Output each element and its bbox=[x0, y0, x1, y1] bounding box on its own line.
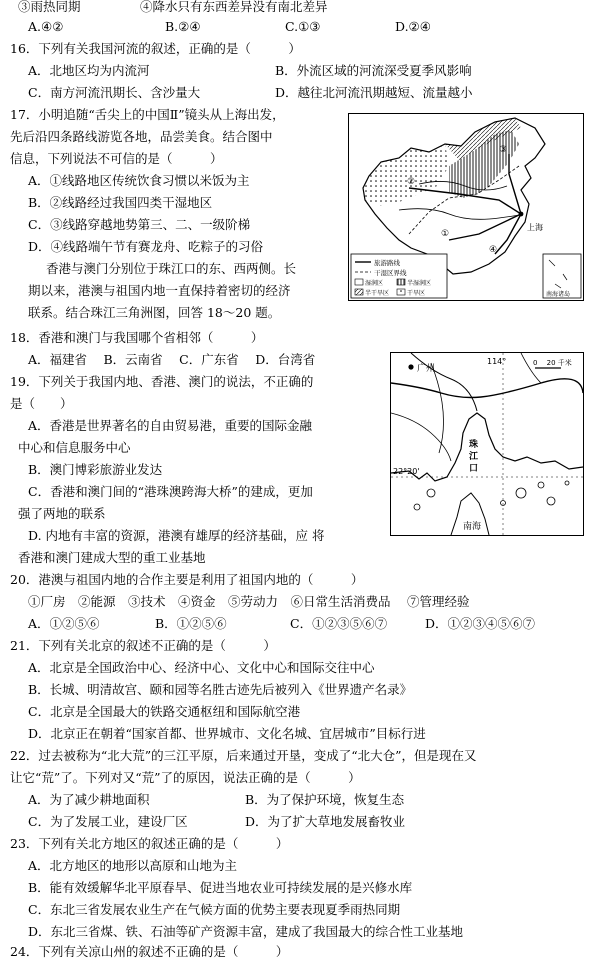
route-2-label: ② bbox=[407, 177, 416, 187]
question-21-stem: 21．下列有关北京的叙述不正确的是（ ） bbox=[10, 638, 276, 653]
legend-semihumid: 半湿润区 bbox=[407, 280, 432, 287]
route-1-label: ① bbox=[441, 229, 450, 239]
q22-option-c[interactable]: C．为了发展工业，建设厂区 bbox=[28, 814, 188, 829]
choice-c[interactable]: C.①③ bbox=[285, 19, 321, 34]
q16-option-a[interactable]: A．北地区均为内流河 bbox=[28, 63, 150, 78]
question-19-line2: 是（ ） bbox=[10, 396, 73, 411]
legend-humid: 湿润区 bbox=[365, 280, 384, 287]
choice-b[interactable]: B.②④ bbox=[165, 19, 201, 34]
q20-option-a[interactable]: A．①②⑤⑥ bbox=[28, 616, 100, 631]
question-22-line1: 22．过去被称为“北大荒”的三江平原，后来通过开垦，变成了“北大仓”，但是现在又 bbox=[10, 748, 477, 763]
q18-options[interactable]: A．福建省 B．云南省 C．广东省 D．台湾省 bbox=[28, 352, 316, 367]
q17-option-b[interactable]: B．②线路经过我国四类干湿地区 bbox=[28, 195, 213, 210]
legend-arid: 干旱区 bbox=[407, 290, 426, 297]
option-4: ④降水只有东西差异没有南北差异 bbox=[140, 0, 328, 14]
q19-option-a-line1[interactable]: A．香港是世界著名的自由贸易港，重要的国际金融 bbox=[28, 418, 313, 433]
q20-option-d[interactable]: D．①②③④⑤⑥⑦ bbox=[425, 616, 536, 631]
estuary-char-3: 口 bbox=[469, 464, 479, 474]
legend-route: 旅游路线 bbox=[374, 259, 400, 267]
q20-items: ①厂房 ②能源 ③技术 ④资金 ⑤劳动力 ⑥日常生活消费品 ⑦管理经验 bbox=[28, 594, 470, 609]
question-18-stem: 18．香港和澳门与我国哪个省相邻（ ） bbox=[10, 330, 264, 345]
question-20-stem: 20．港澳与祖国内地的合作主要是利用了祖国内地的（ ） bbox=[10, 572, 364, 587]
question-19-line1: 19．下列关于我国内地、香港、澳门的说法，不正确的 bbox=[10, 374, 314, 389]
legend-boundary: 干湿区界线 bbox=[374, 269, 407, 277]
option-3: ③雨热同期 bbox=[18, 0, 81, 14]
question-17-line2: 先后沿四条路线游览各地，品尝美食。结合图中 bbox=[10, 129, 273, 144]
estuary-char-2: 江 bbox=[469, 452, 479, 462]
route-4-label: ④ bbox=[489, 245, 498, 255]
pearl-river-delta-map bbox=[390, 352, 584, 536]
latitude-label: 22°20' bbox=[393, 467, 420, 476]
question-17-line1: 17．小明追随“舌尖上的中国Ⅱ”镜头从上海出发， bbox=[10, 107, 285, 122]
q19-option-c-line2: 强了两地的联系 bbox=[18, 506, 106, 521]
q21-option-d[interactable]: D．北京正在朝着“国家首都、世界城市、文化名城、宜居城市”目标行进 bbox=[28, 726, 426, 741]
question-22-line2: 让它“荒”了。下列对又“荒”了的原因，说法正确的是（ ） bbox=[10, 770, 361, 785]
q21-option-a[interactable]: A．北京是全国政治中心、经济中心、文化中心和国际交往中心 bbox=[28, 660, 375, 675]
q17-option-c[interactable]: C．③线路穿越地势第三、二、一级阶梯 bbox=[28, 217, 251, 232]
q23-option-b[interactable]: B．能有效缓解华北平原春旱、促进当地农业可持续发展的是兴修水库 bbox=[28, 880, 413, 895]
q19-option-a-line2: 中心和信息服务中心 bbox=[18, 440, 131, 455]
material-line3: 联系。结合珠江三角洲图，回答 18～20 题。 bbox=[28, 305, 281, 320]
q21-option-c[interactable]: C．北京是全国最大的铁路交通枢纽和国际航空港 bbox=[28, 704, 301, 719]
q22-option-a[interactable]: A．为了减少耕地面积 bbox=[28, 792, 150, 807]
legend-semiarid: 半干旱区 bbox=[365, 290, 390, 297]
q20-option-b[interactable]: B．①②⑤⑥ bbox=[155, 616, 227, 631]
q19-option-d-line1[interactable]: D. 内地有丰富的资源，港澳有雄厚的经济基础，应 将 bbox=[28, 528, 325, 543]
china-route-map bbox=[348, 113, 584, 301]
longitude-label: 114° bbox=[487, 357, 507, 366]
question-23-stem: 23．下列有关北方地区的叙述正确的是（ ） bbox=[10, 836, 289, 851]
q23-option-c[interactable]: C．东北三省发展农业生产在气候方面的优势主要表现夏季雨热同期 bbox=[28, 902, 401, 917]
q22-option-b[interactable]: B．为了保护环境，恢复生态 bbox=[245, 792, 405, 807]
q23-option-d[interactable]: D．东北三省煤、铁、石油等矿产资源丰富，建成了我国最大的综合性工业基地 bbox=[28, 924, 464, 939]
question-17-line3: 信息，下列说法不可信的是（ ） bbox=[10, 151, 223, 166]
inset-label: 南海诸岛 bbox=[546, 291, 571, 298]
q22-option-d[interactable]: D．为了扩大草地发展畜牧业 bbox=[245, 814, 406, 829]
route-3-label: ③ bbox=[499, 145, 508, 155]
scale-label: 0 20 千米 bbox=[533, 359, 572, 367]
q16-option-d[interactable]: D．越往北河流汛期越短、流量越小 bbox=[275, 85, 473, 100]
q17-option-a[interactable]: A．①线路地区传统饮食习惯以米饭为主 bbox=[28, 173, 250, 188]
south-sea-label: 南海 bbox=[463, 522, 482, 532]
q19-option-c-line1[interactable]: C．香港和澳门间的“港珠澳跨海大桥”的建成，更加 bbox=[28, 484, 313, 499]
guangzhou-label: 广州 bbox=[417, 364, 436, 374]
choice-d[interactable]: D.②④ bbox=[395, 19, 431, 34]
q19-option-d-line2: 香港和澳门建成大型的重工业基地 bbox=[18, 550, 206, 565]
material-line1: 香港与澳门分别位于珠江口的东、西两侧。长 bbox=[46, 261, 297, 276]
estuary-char-1: 珠 bbox=[469, 440, 479, 450]
q20-option-c[interactable]: C．①②③⑤⑥⑦ bbox=[290, 616, 388, 631]
question-16-stem: 16．下列有关我国河流的叙述，正确的是（ ） bbox=[10, 41, 301, 56]
shanghai-label: 上海 bbox=[527, 223, 543, 232]
q19-option-b[interactable]: B．澳门博彩旅游业发达 bbox=[28, 462, 163, 477]
choice-a[interactable]: A.④② bbox=[28, 19, 64, 34]
question-24-stem: 24．下列有关凉山州的叙述不正确的是（ ） bbox=[10, 944, 289, 959]
q16-option-c[interactable]: C．南方河流汛期长、含沙量大 bbox=[28, 85, 201, 100]
q16-option-b[interactable]: B．外流区域的河流深受夏季风影响 bbox=[275, 63, 472, 78]
q17-option-d[interactable]: D．④线路端午节有赛龙舟、吃粽子的习俗 bbox=[28, 239, 264, 254]
q23-option-a[interactable]: A．北方地区的地形以高原和山地为主 bbox=[28, 858, 238, 873]
q21-option-b[interactable]: B．长城、明清故宫、颐和园等名胜古迹先后被列入《世界遗产名录》 bbox=[28, 682, 413, 697]
material-line2: 期以来，港澳与祖国内地一直保持着密切的经济 bbox=[28, 283, 291, 298]
